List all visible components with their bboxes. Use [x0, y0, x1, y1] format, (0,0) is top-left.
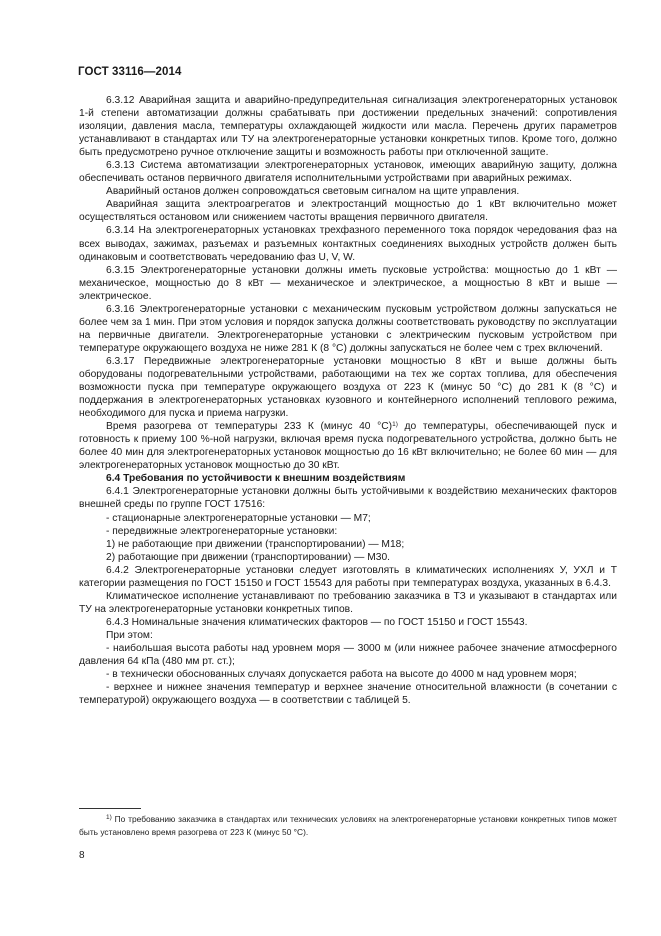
list-item: 2) работающие при движении (транспортировании) — М30. — [106, 551, 391, 563]
footnote — [79, 813, 617, 838]
paragraph-emergency-protection-1kw: Аварийная защита электроагрегатов и электростанций мощностью до 1 кВт включительно может осуществляться остановом или снижением частоты вращения первичного двигателя. — [79, 199, 617, 224]
body-text — [79, 94, 617, 707]
paragraph-6-4-2: 6.4.2 Электрогенераторные установки следует изготовлять в климатических исполнениях У, УХЛ и Т категории размещения по ГОСТ 15150 и ГОСТ 15543 для работы при температурах воздуха, указанных в 6.4.3. — [79, 564, 617, 589]
footnote-reference: 1) — [392, 421, 398, 429]
paragraph-6-4-3: 6.4.3 Номинальные значения климатических факторов — по ГОСТ 15150 и ГОСТ 15543. — [106, 616, 528, 628]
list-item-altitude-4000: - в технически обоснованных случаях допускается работа на высоте до 4000 м над уровнем моря; — [106, 669, 577, 681]
paragraph-at-that: При этом: — [106, 629, 153, 641]
paragraph-warmup-time — [79, 420, 617, 472]
list-item: - передвижные электрогенераторные установки: — [106, 525, 338, 537]
footnote-mark: 1) — [106, 814, 112, 821]
paragraph-6-4-1: 6.4.1 Электрогенераторные установки должны быть устойчивыми к воздействию механических факторов внешней среды по группе ГОСТ 17516: — [79, 486, 617, 511]
section-heading-6-4: 6.4 Требования по устойчивости к внешним воздействиям — [106, 473, 406, 485]
page-number: 8 — [79, 850, 85, 861]
paragraph-6-3-12: 6.3.12 Аварийная защита и аварийно-предупредительная сигнализация электрогенераторных установок 1-й степени автоматизации должны срабатывать при достижении предельных значений: сопротивления изоляции, давления масла, температуры охлаждающей жидкости или масла. Перечень других параметров устанавливают в стандартах или ТУ на электрогенераторные установки конкретных типов. Кроме того, должно быть предусмотрено ручное отключение защиты и возможность работы при отключенной защите. — [79, 95, 617, 159]
paragraph-6-3-13: 6.3.13 Система автоматизации электрогенераторных установок, имеющих аварийную защиту, должна обеспечивать останов первичного двигателя исполнительными устройствами при аварийных режимах. — [79, 160, 617, 185]
list-item-altitude: - наибольшая высота работы над уровнем моря — 3000 м (или нижнее рабочее значение атмосферного давления 64 кПа (480 мм рт. ст.); — [79, 642, 617, 668]
list-item-temperature-humidity: - верхнее и нижнее значения температур и верхнее значение относительной влажности (в сочетании с температурой) окружающего воздуха — в соответствии с таблицей 5. — [79, 682, 617, 707]
paragraph-6-3-16: 6.3.16 Электрогенераторные установки с механическим пусковым устройством должны запускаться не более чем за 1 мин. При этом условия и порядок запуска должны соответствовать руководству по эксплуатации на первичные двигатели. Электрогенераторные установки с электрическим пусковым устройством при температуре окружающего воздуха не ниже 281 К (8 °C) должны запускаться не более чем с трех включений. — [79, 303, 617, 354]
list-item: - стационарные электрогенераторные установки — М7; — [106, 512, 371, 524]
paragraph-6-3-17: 6.3.17 Передвижные электрогенераторные установки мощностью 8 кВт и выше должны быть оборудованы подогревательными устройствами, работающими на тех же сортах топлива, для обеспечения возможности пуска при температуре окружающего воздуха от 223 К (минус 50 °C) до 281 К (8 °C) и поддержания в электрогенераторных установках кузовного и контейнерного исполнений теплового режима, необходимого для пуска и приема нагрузки. — [79, 355, 617, 420]
paragraph-emergency-stop-signal: Аварийный останов должен сопровождаться световым сигналом на щите управления. — [106, 186, 520, 198]
warmup-text-start: Время разогрева от температуры 233 К (минус 40 °C) — [106, 421, 393, 433]
list-item: 1) не работающие при движении (транспортировании) — М18; — [106, 538, 405, 550]
footnote-text: По требованию заказчика в стандартах или технических условиях на электрогенераторные установки конкретных типов может быть установлено время разогрева от 223 К (минус 50 °C). — [79, 814, 617, 837]
paragraph-climatic-version: Климатическое исполнение устанавливают по требованию заказчика в ТЗ и указывают в стандартах или ТУ на электрогенераторные установки конкретных типов. — [79, 590, 617, 615]
warmup-text-end: до температуры, обеспечивающей пуск и готовность к приему 100 %-ной нагрузки, включая время пуска подогревательного устройства, должно быть не более 40 мин для электрогенераторных установок мощностью до 16 кВт включительно; не более 60 мин — для электрогенераторных установок мощностью до 30 кВт. — [79, 421, 617, 472]
footnote-separator — [79, 808, 141, 809]
paragraph-6-3-15: 6.3.15 Электрогенераторные установки должны иметь пусковые устройства: мощностью до 1 кВт — механическое, мощностью до 8 кВт — механическое и электрическое, а мощностью 8 кВт и выше — электрическое. — [79, 264, 617, 302]
document-header: ГОСТ 33116—2014 — [78, 66, 182, 78]
paragraph-6-3-14: 6.3.14 На электрогенераторных установках трехфазного переменного тока порядок чередования фаз на всех выводах, зажимах, разъемах и разъемных контактных соединениях выходных устройств должен быть одинаковым и соответствовать чередованию фаз U, V, W. — [79, 225, 617, 263]
